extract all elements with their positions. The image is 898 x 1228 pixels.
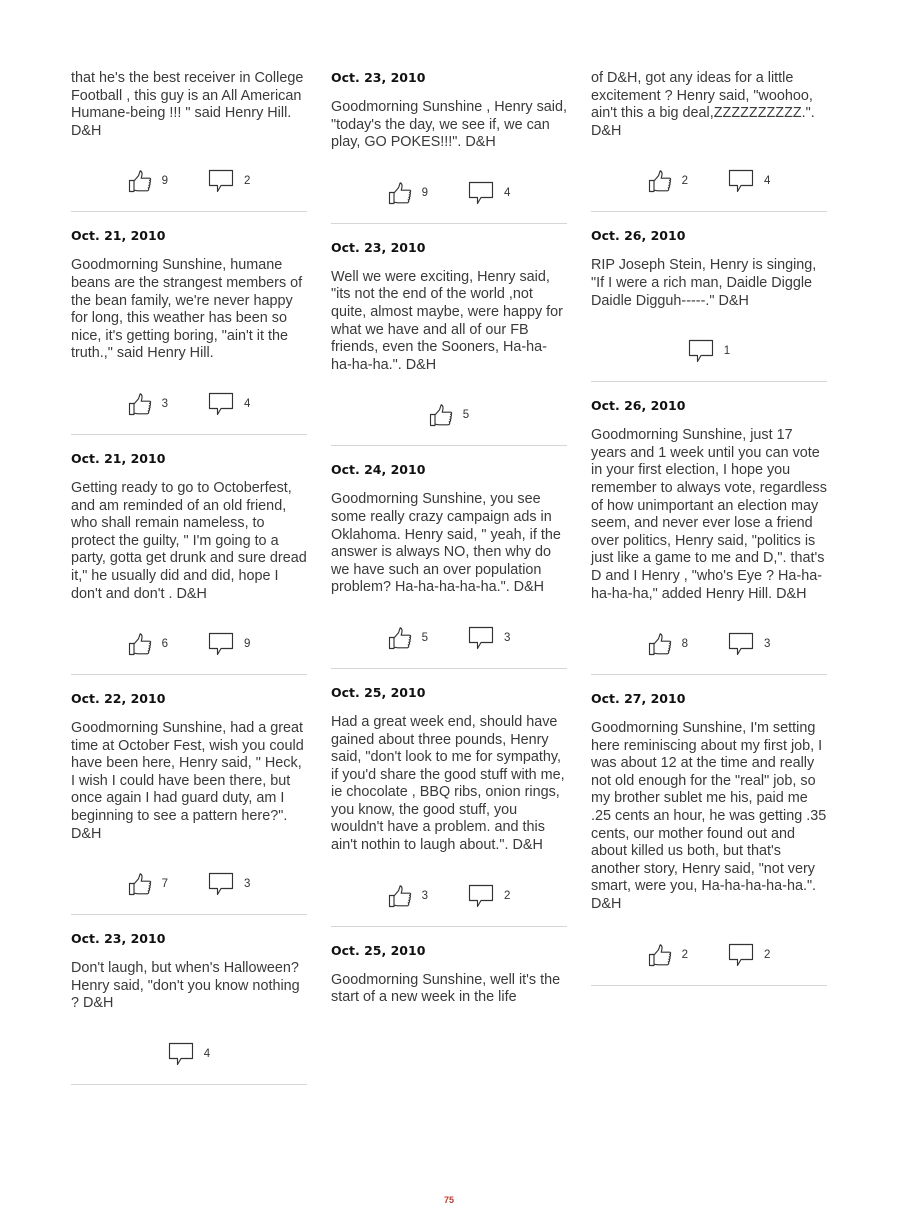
like-count: 2 [681,175,688,188]
page-number: 75 [443,1195,454,1205]
speech-bubble-icon [728,631,754,657]
post-actions [331,880,567,912]
post-date: Oct. 23, 2010 [331,70,426,85]
post-text: Goodmorning Sunshine, I'm setting here reminiscing about my first job, I was about 12 at the time and really not old enough for the "real" job, so my brother sublet me his, paid me .25 cents an hour, he was getting .35 cents, our mother found out and about killed us both, but that's another story, Henry said, "not very smart, were you, Ha-ha-ha-ha-ha.". D&H [591,720,827,913]
speech-bubble-icon [728,942,754,968]
post-entry [591,398,827,675]
thumbs-up-icon [648,632,672,656]
post-entry [591,691,827,986]
post-entry [71,691,307,915]
post-date: Oct. 25, 2010 [331,684,426,700]
post-text: Had a great week end, should have gained about three pounds, Henry said, "don't look to me for sympathy, if you'd share the good stuff with me, ie chocolate , BBQ ribs, onion rings, you know, the good stuff, you wouldn't have a problem. and this ain't nothin to laugh about.". D&H [331,713,565,854]
column-3 [591,70,827,1085]
like-count: 9 [421,186,428,199]
comment-count: 3 [504,631,511,644]
like-count: 9 [161,175,168,188]
post-entry [591,228,827,382]
like-button[interactable] [128,169,168,193]
post-actions [591,628,827,660]
comment-count: 4 [764,175,771,188]
like-button[interactable] [648,943,688,967]
like-count: 2 [681,948,688,961]
thumbs-up-icon [128,169,152,193]
post-entry [331,685,567,927]
post-entry [331,462,567,669]
post-actions [331,622,567,654]
comment-count: 3 [764,638,771,651]
comment-button[interactable] [208,391,250,417]
column-2 [331,70,567,1085]
like-count: 3 [161,397,168,410]
like-count: 6 [161,638,168,651]
post-text: Goodmorning Sunshine, just 17 years and 1 week until you can vote in your first election, I hope you remember to always vote, regardless of how unimportant an election may seem, and never ever lose a friend over politics, Henry said, "politics is just like a game to me and D,". that's D and I Henry , "who's Eye ? Ha-ha-ha-ha-ha," added Henry Hill. D&H [591,427,827,602]
like-count: 7 [161,878,168,891]
like-button[interactable] [388,626,428,650]
post-actions [591,335,827,367]
thumbs-up-icon [388,181,412,205]
speech-bubble-icon [728,168,754,194]
post-text: Well we were exciting, Henry said, "its not the end of the world ,not quite, almost maybe, were happy for what we have and all of our FB friends, even the Sooners, Ha-ha-ha-ha-ha.". D&H [331,268,563,373]
post-entry [71,228,307,435]
comment-button[interactable] [688,338,730,364]
like-count: 3 [421,889,428,902]
thumbs-up-icon [128,392,152,416]
thumbs-up-icon [388,626,412,650]
post-date: Oct. 27, 2010 [591,691,686,707]
post-text: that he's the best receiver in College Football , this guy is an All American Humane-being !!! " said Henry Hill. D&H [71,70,304,139]
post-text: Don't laugh, but when's Halloween? Henry said, "don't you know nothing ? D&H [71,960,300,1012]
like-button[interactable] [128,632,168,656]
thumbs-up-icon [648,943,672,967]
post-entry [331,70,567,224]
comment-button[interactable] [468,883,510,909]
post-date: Oct. 25, 2010 [331,942,426,958]
post-entry [71,70,307,212]
speech-bubble-icon [208,631,234,657]
column-1 [71,70,307,1085]
post-actions [71,1038,307,1070]
speech-bubble-icon [168,1041,194,1067]
comment-count: 2 [764,948,771,961]
thumbs-up-icon [388,884,412,908]
like-button[interactable] [648,169,688,193]
like-button[interactable] [388,884,428,908]
post-entry [331,240,567,447]
post-text: Goodmorning Sunshine, had a great time at October Fest, wish you could have been here, Henry said, " Heck, I wish I could have been there, but once again I had guard duty, am I beginning to see a pattern here?". D&H [71,720,304,842]
post-text: Goodmorning Sunshine, well it's the start of a new week in the life [331,971,561,1006]
post-text: Getting ready to go to Octoberfest, and am reminded of an old friend, who shall remain nameless, to protect the guilty, " I'm going to a party, gotta get drunk and sure dread it," he usually did and did, hope I don't and don't . D&H [71,479,307,602]
speech-bubble-icon [468,625,494,651]
post-actions [591,939,827,971]
like-button[interactable] [388,181,428,205]
comment-button[interactable] [168,1041,210,1067]
post-entry [71,451,307,675]
thumbs-up-icon [128,632,152,656]
comment-count: 2 [504,889,511,902]
post-entry [591,70,827,212]
post-actions [591,165,827,197]
post-text: RIP Joseph Stein, Henry is singing, "If I were a rich man, Daidle Diggle Daidle Digguh-----." D&H [591,257,817,309]
comment-button[interactable] [468,625,510,651]
thumbs-up-icon [128,872,152,896]
comment-count: 9 [244,638,251,651]
like-count: 5 [462,409,470,422]
post-actions [71,868,307,900]
comment-button[interactable] [728,942,770,968]
post-date: Oct. 26, 2010 [591,398,686,414]
post-actions [71,628,307,660]
speech-bubble-icon [688,338,714,364]
comment-button[interactable] [208,631,250,657]
post-date: Oct. 22, 2010 [71,691,166,707]
thumbs-up-icon [429,403,453,427]
comment-count: 1 [723,345,731,358]
comment-count: 4 [244,397,251,410]
speech-bubble-icon [468,180,494,206]
comment-button[interactable] [208,168,250,194]
like-count: 8 [681,638,688,651]
speech-bubble-icon [468,883,494,909]
post-text: Goodmorning Sunshine, humane beans are the strangest members of the bean family, we're never happy for long, this weather has been so nice, it's getting boring, "ain't it the truth.," said Henry Hill. [71,257,303,362]
comment-button[interactable] [208,871,250,897]
comment-button[interactable] [728,168,770,194]
post-date: Oct. 24, 2010 [331,462,426,478]
post-actions [71,165,307,197]
post-entry [331,943,567,1007]
speech-bubble-icon [208,391,234,417]
comment-button[interactable] [468,180,510,206]
like-button[interactable] [128,392,168,416]
post-actions [331,177,567,209]
comment-count: 4 [504,186,511,199]
post-date: Oct. 23, 2010 [331,239,426,255]
post-date: Oct. 21, 2010 [71,450,166,466]
like-count: 5 [421,631,428,644]
post-text: of D&H, got any ideas for a little excitement ? Henry said, "woohoo, ain't this a big deal,ZZZZZZZZZZ.". D&H [591,70,815,139]
post-actions [331,399,567,431]
comment-count: 4 [203,1048,211,1061]
post-date: Oct. 23, 2010 [71,931,166,947]
post-actions [71,388,307,420]
post-text: Goodmorning Sunshine, you see some really crazy campaign ads in Oklahoma. Henry said, " yeah, if the answer is always NO, then why do we have such an over population problem? Ha-ha-ha-ha-ha.". D&H [331,491,561,596]
comment-count: 2 [244,175,251,188]
post-entry [71,931,307,1085]
like-button[interactable] [128,872,168,896]
like-button[interactable] [648,632,688,656]
post-date: Oct. 26, 2010 [591,228,686,244]
post-date: Oct. 21, 2010 [71,228,166,244]
post-columns [71,70,827,1085]
like-button[interactable] [429,403,469,427]
speech-bubble-icon [208,871,234,897]
speech-bubble-icon [208,168,234,194]
post-text: Goodmorning Sunshine , Henry said, "today's the day, we see if, we can play, GO POKES!!!". D&H [331,99,567,151]
comment-button[interactable] [728,631,770,657]
comment-count: 3 [244,878,251,891]
thumbs-up-icon [648,169,672,193]
